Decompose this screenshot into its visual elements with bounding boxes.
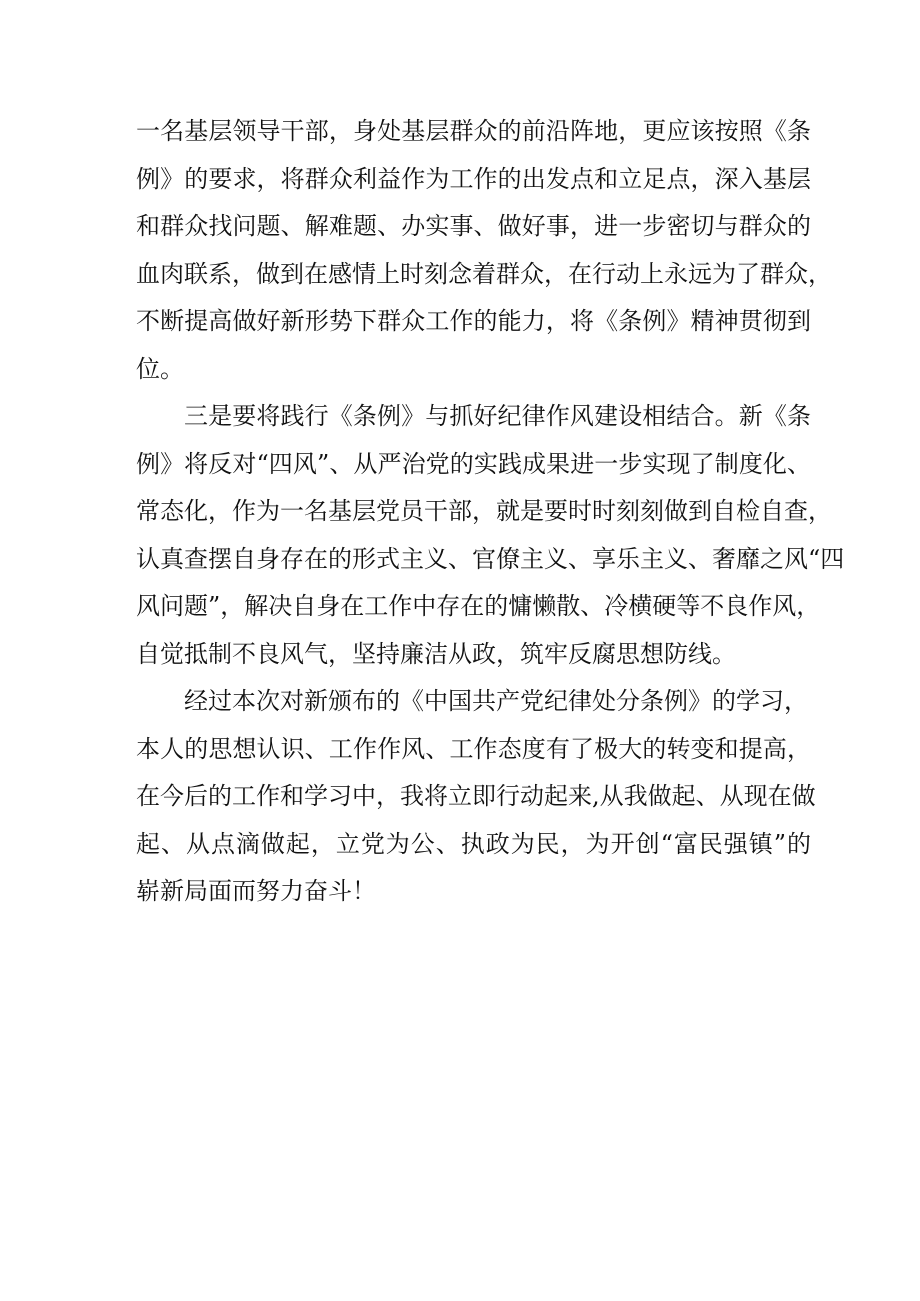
- text-line: 本人的思想认识、工作作风、工作态度有了极大的转变和提高，: [136, 734, 811, 763]
- text-line: 在今后的工作和学习中，我将立即行动起来,从我做起、从现在做: [136, 782, 816, 810]
- text-line: 位。: [136, 354, 184, 383]
- text-line: 例》的要求，将群众利益作为工作的出发点和立足点，深入基层: [136, 164, 811, 193]
- text-line: 例》将反对“四风”、从严治党的实践成果进一步实现了制度化、: [136, 449, 811, 478]
- text-line: 起、从点滴做起，立党为公、执政为民，为开创“富民强镇”的: [136, 829, 811, 858]
- text-line: 自觉抵制不良风气，坚持廉洁从政，筑牢反腐思想防线。: [136, 639, 736, 668]
- text-line: 风问题”，解决自身在工作中存在的慵懒散、冷横硬等不良作风，: [136, 592, 821, 620]
- paragraph-start-line: 三是要将践行《条例》与抓好纪律作风建设相结合。新《条: [184, 402, 811, 430]
- text-line: 认真查摆自身存在的形式主义、官僚主义、享乐主义、奢靡之风“四: [136, 544, 845, 573]
- text-line: 血肉联系，做到在感情上时刻念着群众，在行动上永远为了群众，: [136, 259, 832, 288]
- text-line: 常态化，作为一名基层党员干部，就是要时时刻刻做到自检自查，: [136, 497, 832, 525]
- text-line: 和群众找问题、解难题、办实事、做好事，进一步密切与群众的: [136, 212, 811, 240]
- text-line: 不断提高做好新形势下群众工作的能力，将《条例》精神贯彻到: [136, 307, 811, 335]
- document-body: [136, 108, 845, 916]
- paragraph-start-line: 经过本次对新颁布的《中国共产党纪律处分条例》的学习，: [184, 687, 808, 715]
- text-line: 一名基层领导干部，身处基层群众的前沿阵地，更应该按照《条: [136, 117, 811, 145]
- text-line: 崭新局面而努力奋斗！: [136, 877, 376, 905]
